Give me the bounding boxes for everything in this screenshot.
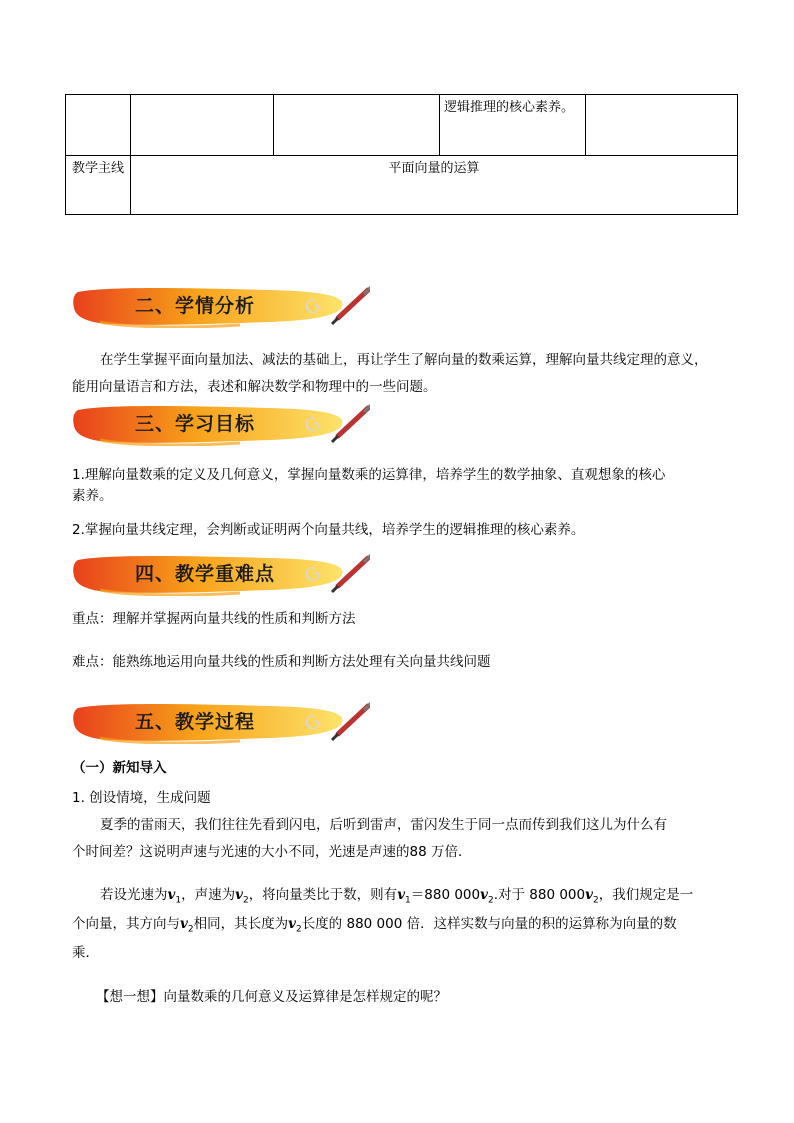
section-title: 四、教学重难点 bbox=[135, 563, 276, 585]
section-title: 三、学习目标 bbox=[135, 413, 256, 435]
paragraph: 在学生掌握平面向量加法、减法的基础上，再让学生了解向量的数乘运算，理解向量共线定理的意义， bbox=[100, 352, 708, 368]
paragraph-line: 乘． bbox=[72, 945, 99, 961]
table-cell-literacy: 逻辑推理的核心素养。 bbox=[440, 95, 586, 156]
section-title: 二、学情分析 bbox=[135, 295, 256, 317]
lesson-plan-table bbox=[65, 94, 738, 215]
table-cell bbox=[66, 95, 131, 156]
paragraph: 个时间差？这说明声速与光速的大小不同，光速是声速的88 万倍． bbox=[72, 844, 472, 860]
paragraph-line: 若设光速为$v_1$，声速为$v_2$，将向量类比于数，则有$v_1=880$ $000v_2$.对于 880 $000v_2$，我们规定是一 bbox=[100, 887, 694, 906]
paragraph: 能用向量语言和方法，表述和解决数学和物理中的一些问题。 bbox=[72, 379, 437, 395]
difficult-point: 难点：能熟练地运用向量共线的性质和判断方法处理有关向量共线问题 bbox=[72, 654, 491, 670]
vector-symbol: v bbox=[397, 887, 406, 903]
vector-symbol: v bbox=[585, 887, 593, 903]
table-cell-main-line: 平面向量的运算 bbox=[131, 156, 738, 215]
vector-symbol: v bbox=[288, 916, 296, 932]
objective-1: 1.理解向量数乘的定义及几何意义，掌握向量数乘的运算律，培养学生的数学抽象、直观想象的核心 bbox=[72, 467, 666, 483]
vector-symbol: v bbox=[235, 887, 243, 903]
table-cell bbox=[131, 95, 274, 156]
paragraph: 夏季的雷雨天，我们往往先看到闪电，后听到雷声，雷闪发生于同一点而传到我们这儿为什么有 bbox=[100, 817, 667, 833]
subsection-title: （一）新知导入 bbox=[72, 760, 167, 776]
objective-2: 2.掌握向量共线定理，会判断或证明两个向量共线，培养学生的逻辑推理的核心素养。 bbox=[72, 522, 585, 538]
table-cell-label: 教学主线 bbox=[66, 156, 131, 215]
vector-symbol: v bbox=[167, 887, 176, 903]
section-title: 五、教学过程 bbox=[135, 711, 256, 733]
table-cell bbox=[274, 95, 440, 156]
objective-1-cont: 素养。 bbox=[72, 488, 113, 504]
vector-symbol: v bbox=[180, 916, 188, 932]
item-title: 1. 创设情境，生成问题 bbox=[72, 790, 211, 806]
key-point: 重点：理解并掌握两向量共线的性质和判断方法 bbox=[72, 611, 356, 627]
vector-symbol: v bbox=[480, 887, 488, 903]
table-cell bbox=[586, 95, 738, 156]
think-prompt: 【想一想】向量数乘的几何意义及运算律是怎样规定的呢？ bbox=[96, 989, 447, 1005]
paragraph-line: 个向量，其方向与$v_2$相同，其长度为$v_2$长度的 880 000 倍．这样实数与向量的积的运算称为向量的数 bbox=[72, 916, 677, 935]
